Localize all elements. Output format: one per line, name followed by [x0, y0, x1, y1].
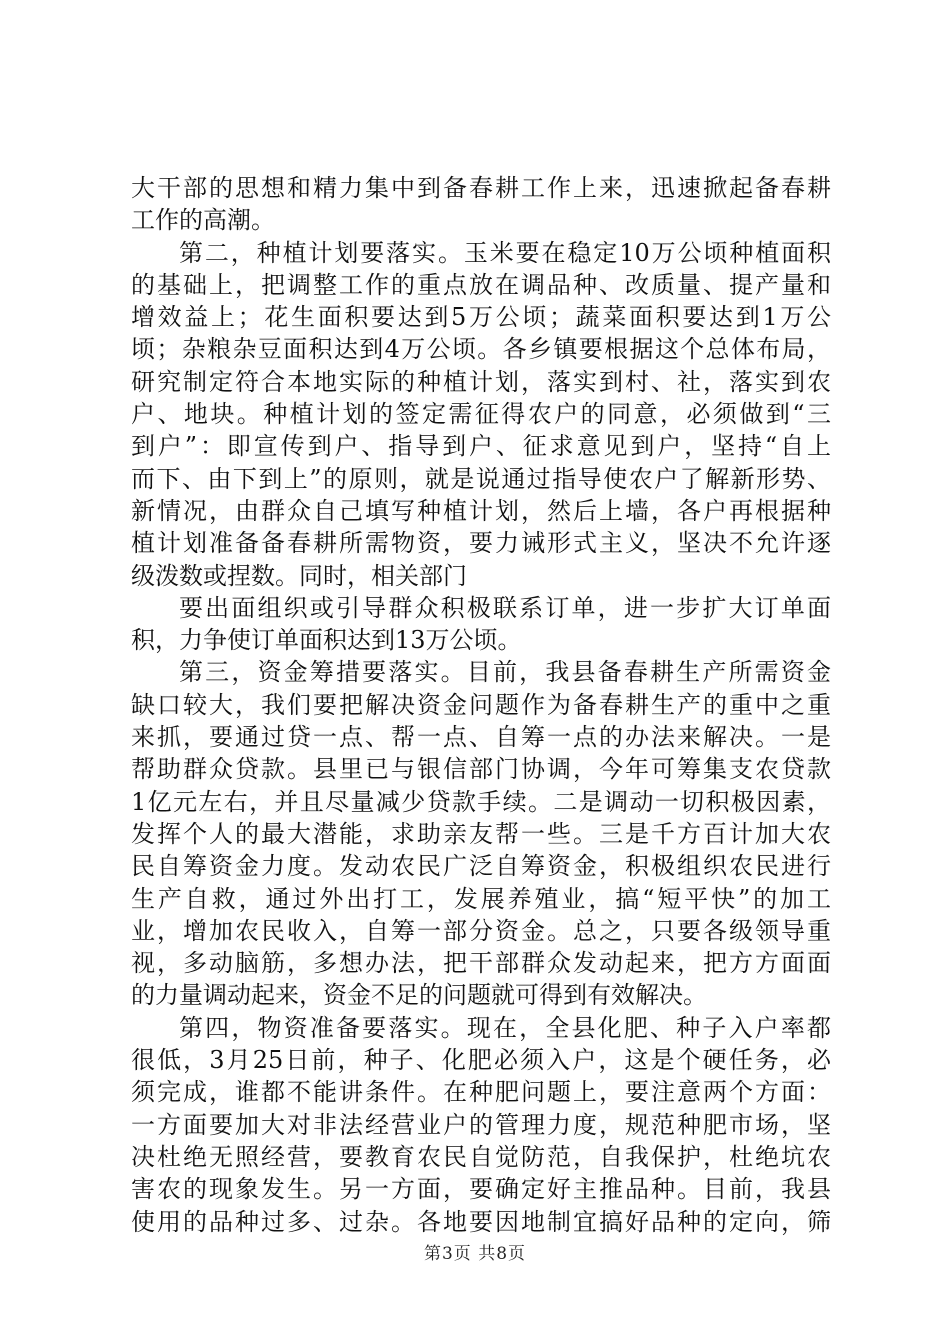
text-line: 户、地块。种植计划的签定需征得农户的同意，必须做到“三 [131, 400, 831, 429]
text-line: 顷；杂粮杂豆面积达到4万公顷。各乡镇要根据这个总体布局， [131, 335, 831, 364]
text-line: 级泼数或捏数。同时，相关部门 [131, 561, 467, 590]
text-line: 决杜绝无照经营，要教育农民自觉防范，自我保护，杜绝坑农 [131, 1142, 831, 1171]
text-line: 生产自救，通过外出打工，发展养殖业，搞“短平快”的加工 [131, 884, 831, 913]
text-line: 来抓，要通过贷一点、帮一点、自筹一点的办法来解决。一是 [131, 723, 831, 752]
text-line: 而下、由下到上”的原则，就是说通过指导使农户了解新形势、 [131, 464, 831, 493]
text-line: 植计划准备备春耕所需物资，要力诫形式主义，坚决不允许逐 [131, 529, 831, 558]
text-line: 须完成，谁都不能讲条件。在种肥问题上，要注意两个方面： [131, 1078, 831, 1107]
paragraph-start-line: 第二，种植计划要落实。玉米要在稳定10万公顷种植面积 [179, 238, 831, 267]
paragraph-start-line: 第三，资金筹措要落实。目前，我县备春耕生产所需资金 [179, 658, 831, 687]
text-line: 工作的高潮。 [131, 206, 275, 235]
text-line: 民自筹资金力度。发动农民广泛自筹资金，积极组织农民进行 [131, 852, 831, 881]
text-line: 积，力争使订单面积达到13万公顷。 [131, 626, 522, 655]
text-line: 研究制定符合本地实际的种植计划，落实到村、社，落实到农 [131, 367, 831, 396]
text-line: 业，增加农民收入，自筹一部分资金。总之，只要各级领导重 [131, 916, 831, 945]
text-line: 一方面要加大对非法经营业户的管理力度，规范种肥市场，坚 [131, 1110, 831, 1139]
text-line: 发挥个人的最大潜能，求助亲友帮一些。三是千方百计加大农 [131, 819, 831, 848]
text-line: 大干部的思想和精力集中到备春耕工作上来，迅速掀起备春耕 [131, 174, 831, 202]
paragraph-start-line: 要出面组织或引导群众积极联系订单，进一步扩大订单面 [179, 593, 831, 622]
document-body [131, 172, 831, 1238]
page-number-footer: 第3页 共8页 [423, 1244, 527, 1264]
text-line: 到户”：即宣传到户、指导到户、征求意见到户，坚持“自上 [131, 432, 831, 461]
text-line: 很低，3月25日前，种子、化肥必须入户，这是个硬任务，必 [131, 1046, 831, 1075]
text-line: 新情况，由群众自己填写种植计划，然后上墙，各户再根据种 [131, 496, 831, 525]
text-line: 1亿元左右，并且尽量减少贷款手续。二是调动一切积极因素， [131, 787, 831, 816]
text-line: 害农的现象发生。另一方面，要确定好主推品种。目前，我县 [131, 1175, 831, 1204]
text-line: 缺口较大，我们要把解决资金问题作为备春耕生产的重中之重 [131, 690, 831, 719]
text-line: 的基础上，把调整工作的重点放在调品种、改质量、提产量和 [131, 270, 831, 299]
text-line: 增效益上；花生面积要达到5万公顷；蔬菜面积要达到1万公 [131, 303, 831, 332]
text-line: 视，多动脑筋，多想办法，把干部群众发动起来，把方方面面 [131, 949, 831, 978]
text-line: 帮助群众贷款。县里已与银信部门协调，今年可筹集支农贷款 [131, 755, 831, 784]
text-line: 的力量调动起来，资金不足的问题就可得到有效解决。 [131, 981, 707, 1010]
paragraph-start-line: 第四，物资准备要落实。现在，全县化肥、种子入户率都 [179, 1013, 831, 1042]
text-line: 使用的品种过多、过杂。各地要因地制宜搞好品种的定向，筛 [131, 1207, 831, 1236]
